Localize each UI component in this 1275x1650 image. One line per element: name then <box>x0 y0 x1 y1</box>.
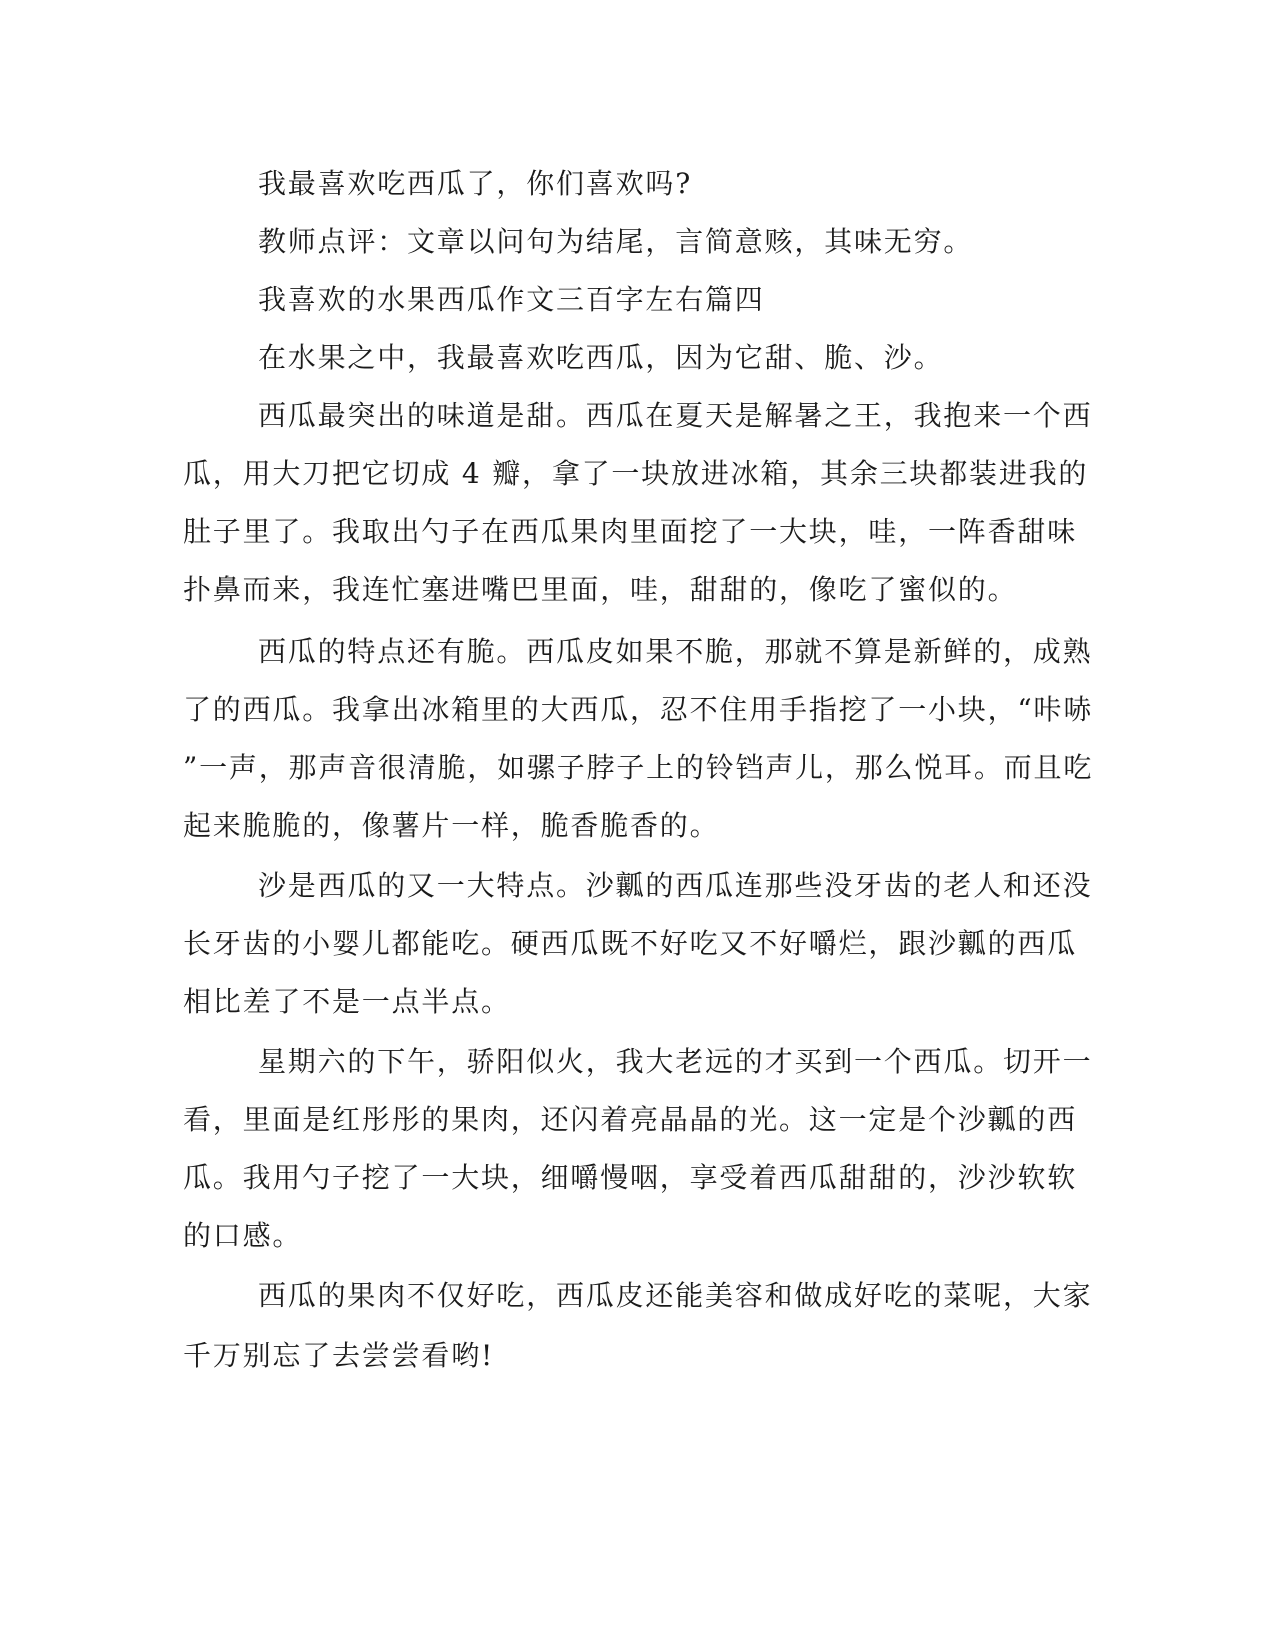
text-line: 西瓜的特点还有脆。西瓜皮如果不脆，那就不算是新鲜的，成熟 <box>258 635 1093 668</box>
teacher-comment: 教师点评：文章以问句为结尾，言简意赅，其味无穷。 <box>258 225 974 258</box>
text-line: 星期六的下午，骄阳似火，我大老远的才买到一个西瓜。切开一 <box>258 1045 1093 1078</box>
text-line: 沙是西瓜的又一大特点。沙瓤的西瓜连那些没牙齿的老人和还没 <box>258 869 1093 902</box>
text-line: 千万别忘了去尝尝看哟! <box>183 1339 495 1372</box>
text-line: 我最喜欢吃西瓜了，你们喜欢吗? <box>258 167 693 200</box>
text-line: 瓜。我用勺子挖了一大块，细嚼慢咽，享受着西瓜甜甜的，沙沙软软 <box>183 1161 1078 1194</box>
text-line: 肚子里了。我取出勺子在西瓜果肉里面挖了一大块，哇，一阵香甜味 <box>183 515 1078 548</box>
text-line: 的口感。 <box>183 1219 303 1252</box>
text-line: 在水果之中，我最喜欢吃西瓜，因为它甜、脆、沙。 <box>258 341 944 374</box>
text-line: 看，里面是红彤彤的果肉，还闪着亮晶晶的光。这一定是个沙瓤的西 <box>183 1103 1078 1136</box>
essay-title: 我喜欢的水果西瓜作文三百字左右篇四 <box>258 283 765 316</box>
text-line: 了的西瓜。我拿出冰箱里的大西瓜，忍不住用手指挖了一小块，“咔哧 <box>183 693 1094 726</box>
text-line: ”一声，那声音很清脆，如骡子脖子上的铃铛声儿，那么悦耳。而且吃 <box>183 751 1094 784</box>
text-line: 西瓜的果肉不仅好吃，西瓜皮还能美容和做成好吃的菜呢，大家 <box>258 1279 1093 1312</box>
text-line: 长牙齿的小婴儿都能吃。硬西瓜既不好吃又不好嚼烂，跟沙瓤的西瓜 <box>183 927 1078 960</box>
text-line: 起来脆脆的，像薯片一样，脆香脆香的。 <box>183 809 720 842</box>
text-line: 瓜，用大刀把它切成 4 瓣，拿了一块放进冰箱，其余三块都装进我的 <box>183 457 1089 490</box>
text-line: 西瓜最突出的味道是甜。西瓜在夏天是解暑之王，我抱来一个西 <box>258 399 1093 432</box>
text-line: 相比差了不是一点半点。 <box>183 985 511 1018</box>
text-line: 扑鼻而来，我连忙塞进嘴巴里面，哇，甜甜的，像吃了蜜似的。 <box>183 573 1018 606</box>
